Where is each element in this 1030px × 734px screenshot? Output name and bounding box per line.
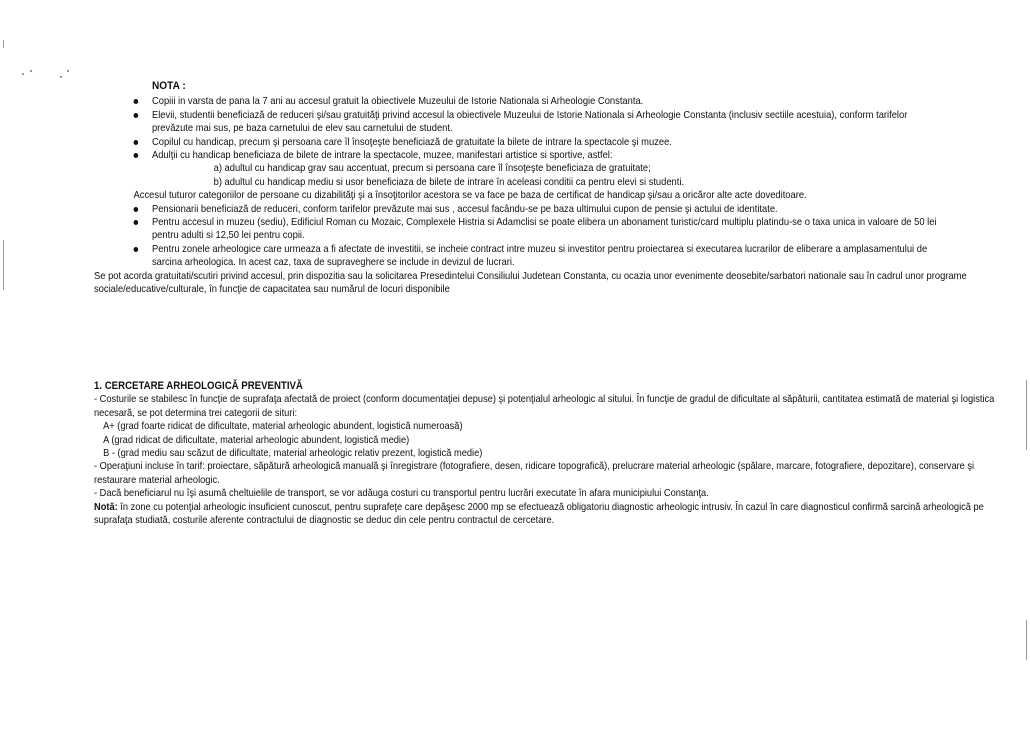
bullet-icon: [134, 220, 139, 225]
section-note: [94, 501, 1013, 528]
nota-bullet: Adulţii cu handicap beneficiaza de bilete de intrare la spectacole, muzee, manifestari artistice si sportive, astfel:: [94, 149, 937, 162]
scan-speck: [60, 76, 62, 78]
section-transport: - Dacă beneficiarul nu îşi asumă cheltuielile de transport, se vor adăuga costuri cu transportul pentru lucrări executate în afara municipiului Constanţa.: [94, 488, 709, 500]
section-operations: - Operaţiuni incluse în tarif: proiectare, săpătură arheologică manuală şi înregistrare (fotografiere, desen, ridicare topografică), prelucrare material arheologic (spălare, marcare, fotografiere, depozitare), conservare şi restaurare material arheologic.: [94, 461, 975, 486]
note-text: în zone cu potenţial arheologic insuficient cunoscut, pentru suprafeţe care depăşesc 2000 mp se efectuează obligatoriu diagnostic arheologic intrusiv. În cazul în care diagnosticul confirmă sarcină arheologică pe suprafaţa studiată, costurile aferente contractului de diagnostic se deduc din cele pentru contractul de cercetare.: [94, 501, 984, 527]
closing-paragraph: Se pot acorda gratuitati/scutiri privind accesul, prin dispozitia sau la solicitarea Presedintelui Consiliului Judetean Constanta, cu ocazia unor evenimente deosebite/sarbatori nationale sau în cadrul unor programe sociale/educative/culturale, în funcţie de capacitatea sau numărul de locuri disponibile: [94, 270, 967, 296]
scan-edge-mark: [3, 40, 4, 48]
section-intro: - Costurile se stabilesc în funcţie de suprafaţa afectată de proiect (conform documentaţiei depuse) şi potenţialul arheologic al sitului. În funcţie de gradul de dificultate al săpăturii, cantitatea estimată de material şi logistica necesară, se pot determina trei categorii de situri:: [94, 394, 995, 419]
section-title: 1. CERCETARE ARHEOLOGICĂ PREVENTIVĂ: [94, 380, 303, 392]
nota-bullet: Elevii, studentii beneficiază de reduceri şi/sau gratuităţi privind accesul la obiectivele Muzeului de Istorie Nationala si Arheologie Constanta (inclusiv sectiile acestuia), conform tarifelor prevăzute mai sus, pe baza carnetului de elev sau carnetului de student.: [94, 109, 937, 136]
bullet-icon: [134, 153, 139, 158]
nota-title: NOTA :: [151, 80, 186, 92]
nota-bullet: Copiii in varsta de pana la 7 ani au accesul gratuit la obiectivele Muzeului de Istorie Nationala si Arheologie Constanta.: [94, 95, 937, 108]
sub-item: a) adultul cu handicap grav sau accentuat, precum si persoana care îl însoţeşte beneficiaza de gratuitate;: [213, 163, 651, 175]
site-category: A (grad ridicat de dificultate, material arheologic abundent, logistică medie): [103, 434, 410, 446]
bullet-icon: [134, 99, 139, 104]
scan-speck: [67, 70, 69, 72]
nota-bullet: Pentru accesul in muzeu (sediu), Edificiul Roman cu Mozaic, Complexele Histria si Adamclisi se poate elibera un abonament turistic/card multiplu platindu-se o taxa unica in valoare de 50 lei pentru adulti si 12,50 lei pentru copii.: [94, 216, 937, 243]
scan-speck: [30, 70, 32, 72]
scan-edge-mark: [3, 240, 4, 290]
access-note: Accesul tuturor categoriilor de persoane cu dizabilităţi şi a însoţitorilor acestora se va face pe baza de certificat de handicap şi/sau a oricăror alte acte doveditoare.: [133, 190, 807, 202]
scan-edge-mark: [1026, 620, 1027, 660]
nota-bullet: Pensionarii beneficiază de reduceri, conform tarifelor prevăzute mai sus , accesul facându-se pe baza ultimului cupon de pensie şi actului de identitate.: [94, 203, 937, 216]
nota-block: [94, 80, 967, 297]
scan-speck: [22, 73, 24, 75]
section-preventive-research: [94, 380, 1013, 527]
nota-bullet: Copilul cu handicap, precum şi persoana care îl însoţeşte beneficiază de gratuitate la bilete de intrare la spectacole şi muzee.: [94, 136, 937, 149]
note-label: Notă:: [94, 501, 118, 513]
bullet-icon: [134, 207, 139, 212]
scan-edge-mark: [1026, 380, 1027, 450]
bullet-icon: [134, 140, 139, 145]
bullet-icon: [134, 247, 139, 252]
nota-bullet: Pentru zonele arheologice care urmeaza a fi afectate de investitii, se incheie contract intre muzeu si investitor pentru proiectarea si executarea lucrarilor de eliberare a amplasamentului de sarcina arheologica. In acest caz, taxa de supraveghere se include in devizul de lucrari.: [94, 243, 937, 270]
bullet-icon: [134, 113, 139, 118]
site-category: B - (grad mediu sau scăzut de dificultate, material arheologic relativ prezent, logistică medie): [103, 448, 483, 460]
site-category: A+ (grad foarte ridicat de dificultate, material arheologic abundent, logistică numeroasă): [103, 421, 463, 433]
sub-item: b) adultul cu handicap mediu si usor beneficiaza de bilete de intrare în aceleasi conditii ca pentru elevi si studenti.: [213, 176, 685, 188]
